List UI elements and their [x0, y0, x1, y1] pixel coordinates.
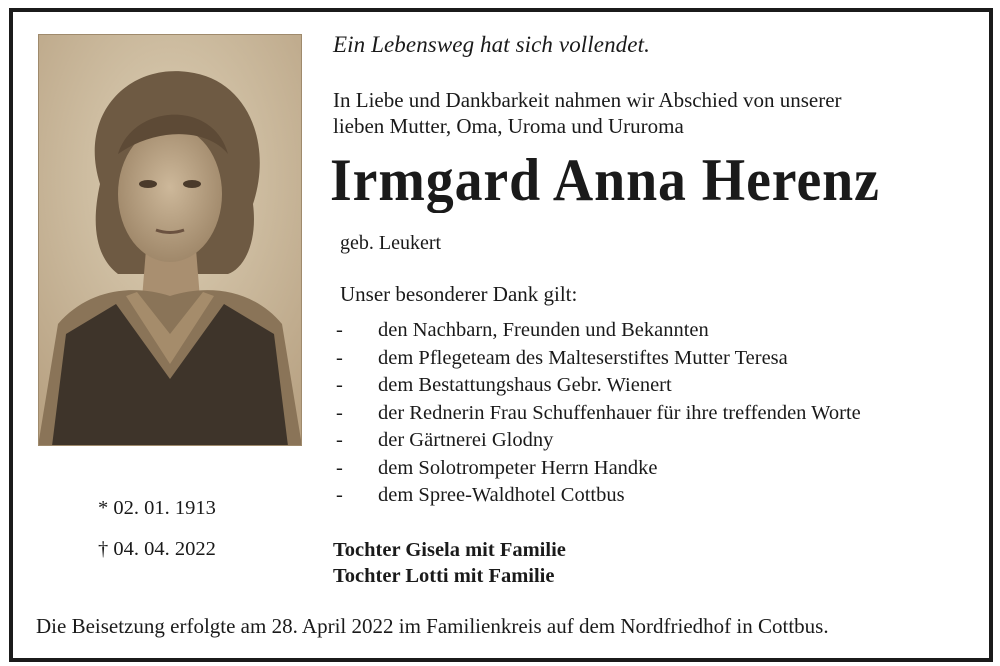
list-item: - den Nachbarn, Freunden und Bekannten [336, 319, 709, 341]
list-item: - dem Spree-Waldhotel Cottbus [336, 484, 625, 506]
intro-line-2: lieben Mutter, Oma, Uroma und Ururoma [333, 114, 684, 138]
motto: Ein Lebensweg hat sich vollendet. [333, 32, 650, 57]
list-item: - der Rednerin Frau Schuffenhauer für ihre treffenden Worte [336, 401, 861, 424]
burial-note: Die Beisetzung erfolgte am 28. April 2022 im Familienkreis auf dem Nordfriedhof in Cottbus. [36, 614, 829, 638]
maiden-name: geb. Leukert [340, 232, 442, 254]
mourner-line: Tochter Lotti mit Familie [333, 565, 555, 587]
list-item: - dem Solotrompeter Herrn Handke [336, 456, 658, 479]
thanks-heading: Unser besonderer Dank gilt: [340, 282, 578, 306]
intro-text [333, 87, 842, 139]
list-item: - dem Pflegeteam des Malteserstiftes Mutter Teresa [336, 346, 788, 369]
birth-date: * 02. 01. 1913 [98, 497, 216, 519]
portrait-photo [38, 34, 302, 446]
thanks-list [336, 317, 861, 510]
mourners [333, 537, 566, 589]
intro-line-1: In Liebe und Dankbarkeit nahmen wir Abschied von unserer [333, 88, 842, 112]
list-item: - der Gärtnerei Glodny [336, 429, 554, 451]
portrait-photo-icon [38, 34, 302, 446]
deceased-name: Irmgard Anna Herenz [330, 147, 880, 213]
mourner-line: Tochter Gisela mit Familie [333, 539, 566, 561]
death-date: † 04. 04. 2022 [98, 538, 216, 560]
list-item: - dem Bestattungshaus Gebr. Wienert [336, 374, 672, 396]
